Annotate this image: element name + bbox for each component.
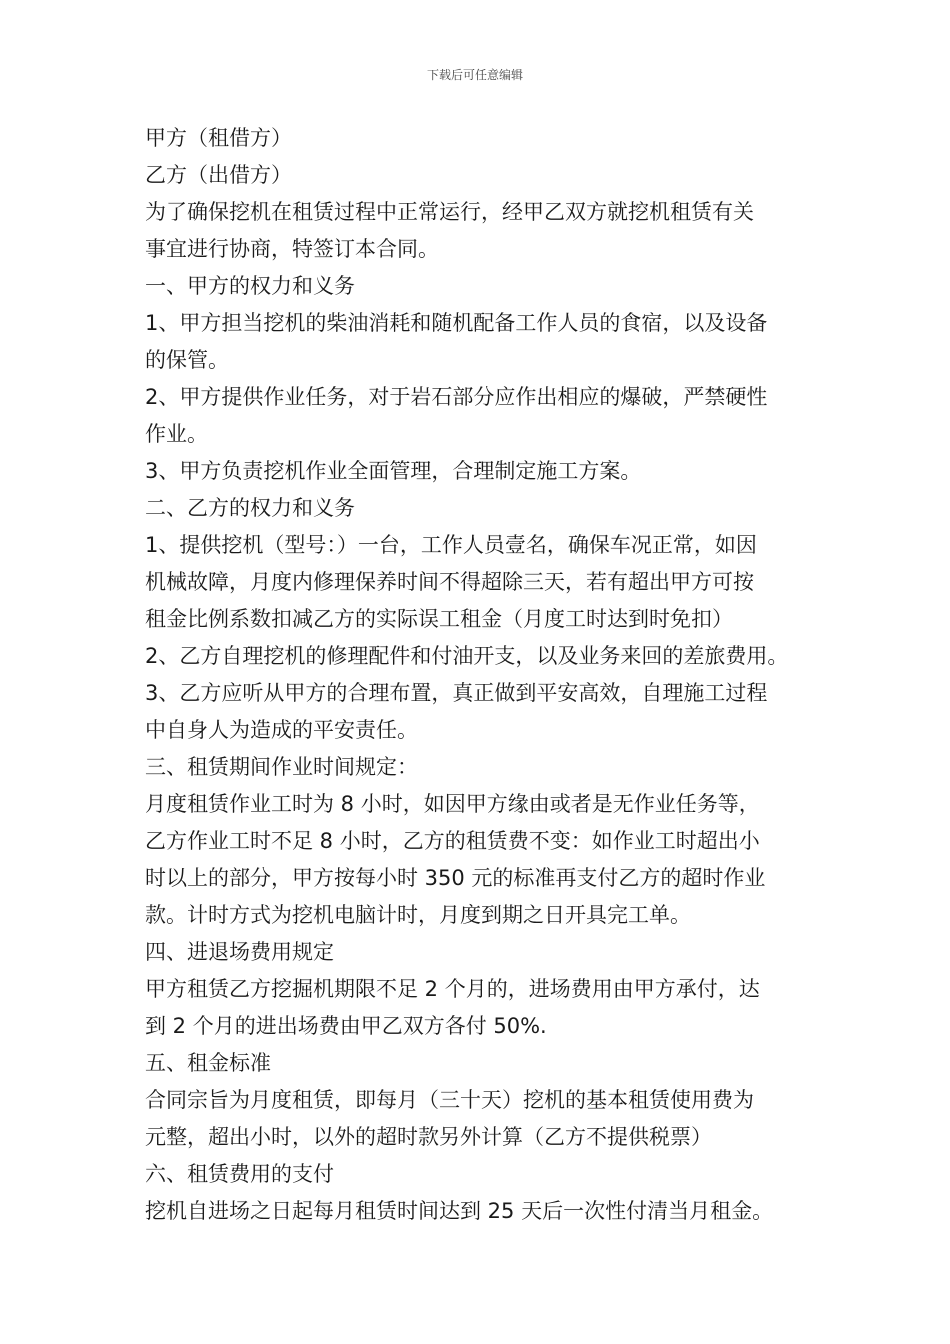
section-heading-6: 六、租赁费用的支付	[145, 1162, 334, 1186]
intro-paragraph-line-2: 事宜进行协商，特签订本合同。	[145, 237, 439, 261]
section-heading-3: 三、租赁期间作业时间规定：	[145, 755, 418, 779]
contract-body	[145, 120, 825, 1230]
section-heading-4: 四、进退场费用规定	[145, 940, 334, 964]
clause-line: 租金比例系数扣减乙方的实际误工租金（月度工时达到时免扣）	[145, 607, 733, 631]
party-b-line: 乙方（出借方）	[145, 163, 292, 187]
clause-line: 挖机自进场之日起每月租赁时间达到 25 天后一次性付清当月租金。	[145, 1199, 774, 1223]
clause-line: 乙方作业工时不足 8 小时，乙方的租赁费不变：如作业工时超出小	[145, 829, 760, 853]
clause-line: 合同宗旨为月度租赁，即每月（三十天）挖机的基本租赁使用费为	[145, 1088, 754, 1112]
clause-line: 1、甲方担当挖机的柴油消耗和随机配备工作人员的食宿，以及设备	[145, 311, 768, 335]
clause-line: 的保管。	[145, 348, 229, 372]
page-header-note: 下载后可任意编辑	[426, 68, 523, 82]
clause-line: 1、提供挖机（型号：）一台，工作人员壹名，确保车况正常，如因	[145, 533, 757, 557]
party-a-line: 甲方（租借方）	[145, 126, 292, 150]
clause-line: 月度租赁作业工时为 8 小时，如因甲方缘由或者是无作业任务等，	[145, 792, 760, 816]
clause-line: 款。计时方式为挖机电脑计时，月度到期之日开具完工单。	[145, 903, 691, 927]
clause-line: 3、乙方应听从甲方的合理布置，真正做到平安高效，自理施工过程	[145, 681, 768, 705]
clause-line: 机械故障，月度内修理保养时间不得超除三天，若有超出甲方可按	[145, 570, 754, 594]
clause-line: 甲方租赁乙方挖掘机期限不足 2 个月的，进场费用由甲方承付，达	[145, 977, 760, 1001]
clause-line: 3、甲方负责挖机作业全面管理，合理制定施工方案。	[145, 459, 642, 483]
clause-line: 中自身人为造成的平安责任。	[145, 718, 418, 742]
section-heading-2: 二、乙方的权力和义务	[145, 496, 355, 520]
section-heading-1: 一、甲方的权力和义务	[145, 274, 355, 298]
clause-line: 2、甲方提供作业任务，对于岩石部分应作出相应的爆破，严禁硬性	[145, 385, 768, 409]
clause-line: 2、乙方自理挖机的修理配件和付油开支，以及业务来回的差旅费用。	[145, 644, 789, 668]
intro-paragraph-line-1: 为了确保挖机在租赁过程中正常运行，经甲乙双方就挖机租赁有关	[145, 200, 754, 224]
clause-line: 元整，超出小时，以外的超时款另外计算（乙方不提供税票）	[145, 1125, 712, 1149]
clause-line: 到 2 个月的进出场费由甲乙双方各付 50%.	[145, 1014, 547, 1038]
clause-line: 时以上的部分，甲方按每小时 350 元的标准再支付乙方的超时作业	[145, 866, 766, 890]
section-heading-5: 五、租金标准	[145, 1051, 271, 1075]
clause-line: 作业。	[145, 422, 208, 446]
